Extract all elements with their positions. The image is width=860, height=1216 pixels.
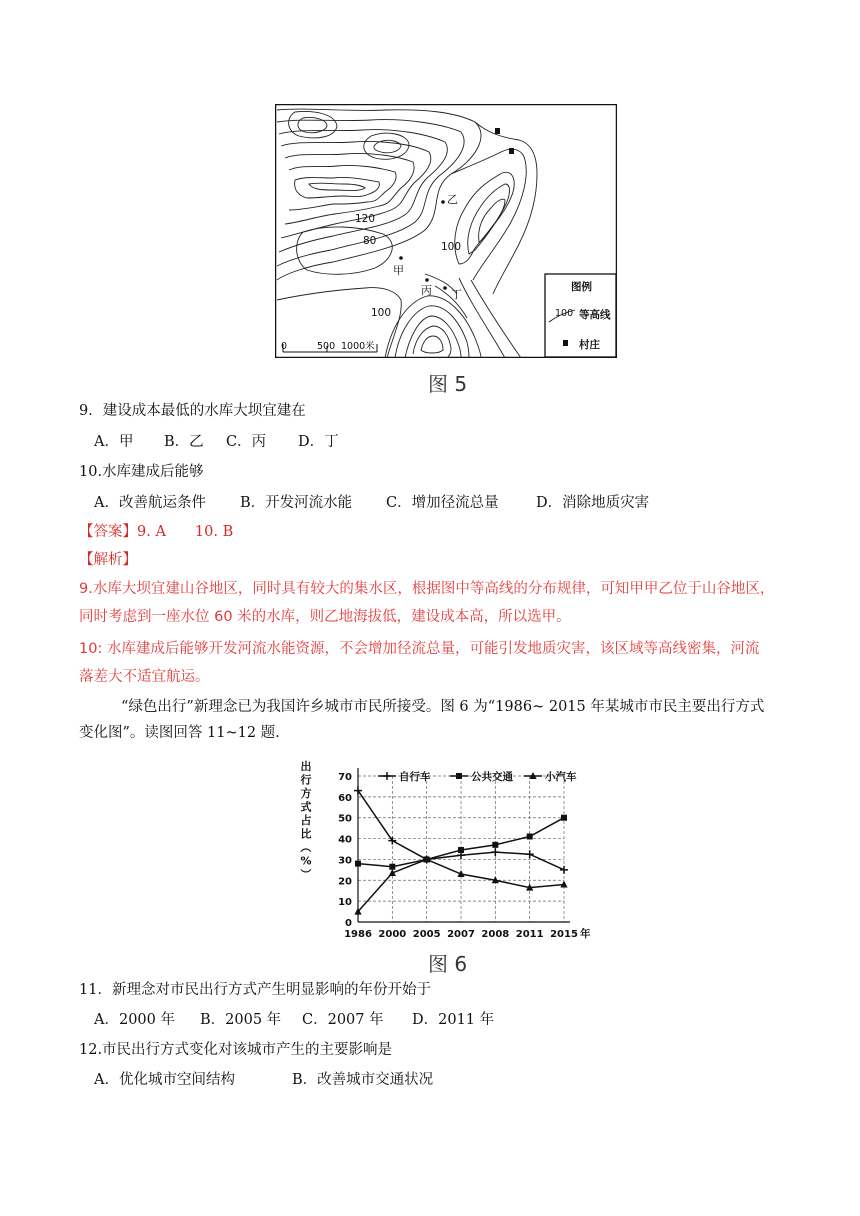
chart-legend (378, 770, 577, 783)
q11-option-d: D．2011 年 (412, 1012, 495, 1028)
point-label-ding: 丁 (451, 288, 462, 301)
point-bing (425, 278, 429, 282)
y-tick-label: 60 (338, 792, 352, 804)
village-marker (495, 128, 500, 134)
chart-yticks (338, 772, 352, 929)
chart-ylabel-char: 出 (300, 760, 312, 773)
data-point (383, 772, 391, 780)
figure6-caption: 图 6 (428, 952, 468, 976)
x-tick-label: 2008 (481, 929, 510, 940)
analysis-line-3: 10: 水库建成后能够开发河流水能资源，不会增加径流总量，可能引发地质灾害，该区域等高线密集，河流 (79, 641, 760, 657)
question-11-stem: 11．新理念对市民出行方式产生明显影响的年份开始于 (79, 982, 431, 998)
q10-option-d: D．消除地质灾害 (536, 495, 650, 511)
q11-option-a: A．2000 年 (94, 1012, 175, 1028)
y-tick-label: 70 (338, 772, 352, 783)
x-tick-label: 2000 (378, 929, 407, 940)
figure5-caption: 图 5 (428, 372, 468, 396)
y-tick-label: 10 (338, 897, 352, 909)
chart-axes (358, 768, 570, 922)
chart-series (354, 787, 568, 915)
q10-option-b: B．开发河流水能 (240, 495, 353, 511)
x-unit-label: 年 (580, 928, 591, 940)
data-point (491, 848, 499, 856)
x-tick-label: 1986 (344, 929, 372, 940)
village-marker (509, 148, 514, 154)
data-point (561, 815, 567, 821)
chart-xticks (344, 927, 591, 940)
legend-contour-label: 等高线 (579, 309, 611, 321)
q9-option-b: B．乙 (164, 434, 204, 450)
contour-label-120: 120 (355, 213, 376, 225)
contour-label-80: 80 (363, 235, 377, 247)
q9-option-d: D．丁 (298, 434, 339, 450)
analysis-line-2: 同时考虑到一座水位 60 米的水库，则乙地海拔低，建设成本高，所以选甲。 (79, 609, 571, 625)
data-point (458, 847, 464, 853)
chart-ylabel-char: 式 (300, 800, 312, 814)
data-point (527, 833, 533, 839)
x-tick-label: 2007 (447, 929, 475, 940)
legend-label: 自行车 (399, 771, 431, 783)
data-point (389, 864, 395, 870)
chart-ylabel-char: 行 (300, 773, 312, 787)
question-12-stem: 12.市民出行方式变化对该城市产生的主要影响是 (79, 1042, 393, 1058)
legend-label: 公共交通 (471, 771, 513, 783)
chart-ylabel-char: 方 (300, 787, 312, 800)
data-point (355, 861, 361, 867)
chart-ylabel-char: ） (299, 868, 312, 880)
figure6-line-chart (296, 756, 596, 946)
chart-ylabel-char: 占 (300, 814, 312, 827)
map-legend (545, 274, 616, 357)
analysis-label: 【解析】 (79, 552, 137, 568)
scale-label-1000: 1000米 (341, 341, 375, 352)
question-12-options (94, 1070, 433, 1090)
x-tick-label: 2015 (550, 929, 578, 940)
x-tick-label: 2011 (515, 929, 544, 940)
data-point (560, 866, 568, 874)
legend-village-marker (563, 340, 568, 346)
y-tick-label: 50 (338, 813, 352, 825)
q9-option-a: A．甲 (94, 434, 134, 450)
point-yi (441, 200, 445, 204)
data-point (492, 842, 498, 848)
point-label-jia: 甲 (393, 264, 404, 277)
answer-line (79, 522, 233, 542)
point-label-bing: 丙 (421, 284, 432, 297)
data-point (526, 850, 534, 858)
question-11-options (94, 1010, 494, 1030)
point-jia (399, 256, 403, 260)
question-10-stem: 10.水库建成后能够 (79, 464, 204, 480)
scale-label-500: 500 (317, 341, 336, 352)
y-tick-label: 20 (338, 876, 352, 888)
intro-paragraph (79, 694, 799, 746)
chart-ylabel (299, 759, 312, 880)
intro-line-2: 变化图”。读图回答 11~12 题. (79, 725, 280, 741)
contour-label-100-east: 100 (441, 241, 462, 253)
answer-label: 【答案】 (79, 524, 137, 540)
y-tick-label: 0 (345, 918, 352, 929)
data-point (456, 773, 462, 779)
x-tick-label: 2005 (412, 929, 441, 940)
q9-option-c: C．丙 (226, 434, 267, 450)
question-9-options (94, 432, 339, 452)
q10-option-c: C．增加径流总量 (386, 495, 499, 511)
figure5-contour-map (275, 104, 617, 358)
question-10-options (94, 493, 649, 513)
y-tick-label: 30 (338, 855, 352, 867)
q11-option-c: C．2007 年 (302, 1012, 384, 1028)
legend-village-label: 村庄 (579, 339, 600, 351)
question-9-stem: 9．建设成本最低的水库大坝宜建在 (79, 403, 306, 419)
q11-option-b: B．2005 年 (200, 1012, 282, 1028)
point-label-yi: 乙 (447, 193, 458, 206)
scale-label-0: 0 (281, 341, 288, 352)
legend-title: 图例 (571, 281, 592, 293)
chart-ylabel-char: （ (299, 841, 312, 853)
analysis-line-1: 9.水库大坝宜建山谷地区，同时具有较大的集水区，根据图中等高线的分布规律，可知甲甲乙位于山谷地区， (79, 581, 775, 597)
q12-option-b: B．改善城市交通状况 (292, 1072, 434, 1088)
legend-contour-value: 100 (555, 308, 574, 319)
analysis-line-4: 落差大不适宜航运。 (79, 669, 210, 685)
intro-line-1: “绿色出行”新理念已为我国许乡城市市民所接受。图 6 为“1986~ 2015 年某城市市民主要出行方式 (121, 699, 765, 715)
contour-label-100-south: 100 (371, 307, 392, 319)
q10-option-a: A．改善航运条件 (94, 495, 206, 511)
q12-option-a: A．优化城市空间结构 (94, 1072, 235, 1088)
chart-ylabel-char: % (300, 854, 312, 868)
answer-value: 9. A 10. B (137, 524, 234, 540)
chart-ylabel-char: 比 (300, 827, 312, 841)
y-tick-label: 40 (338, 834, 352, 846)
point-ding (443, 286, 447, 290)
legend-label: 小汽车 (545, 771, 577, 783)
